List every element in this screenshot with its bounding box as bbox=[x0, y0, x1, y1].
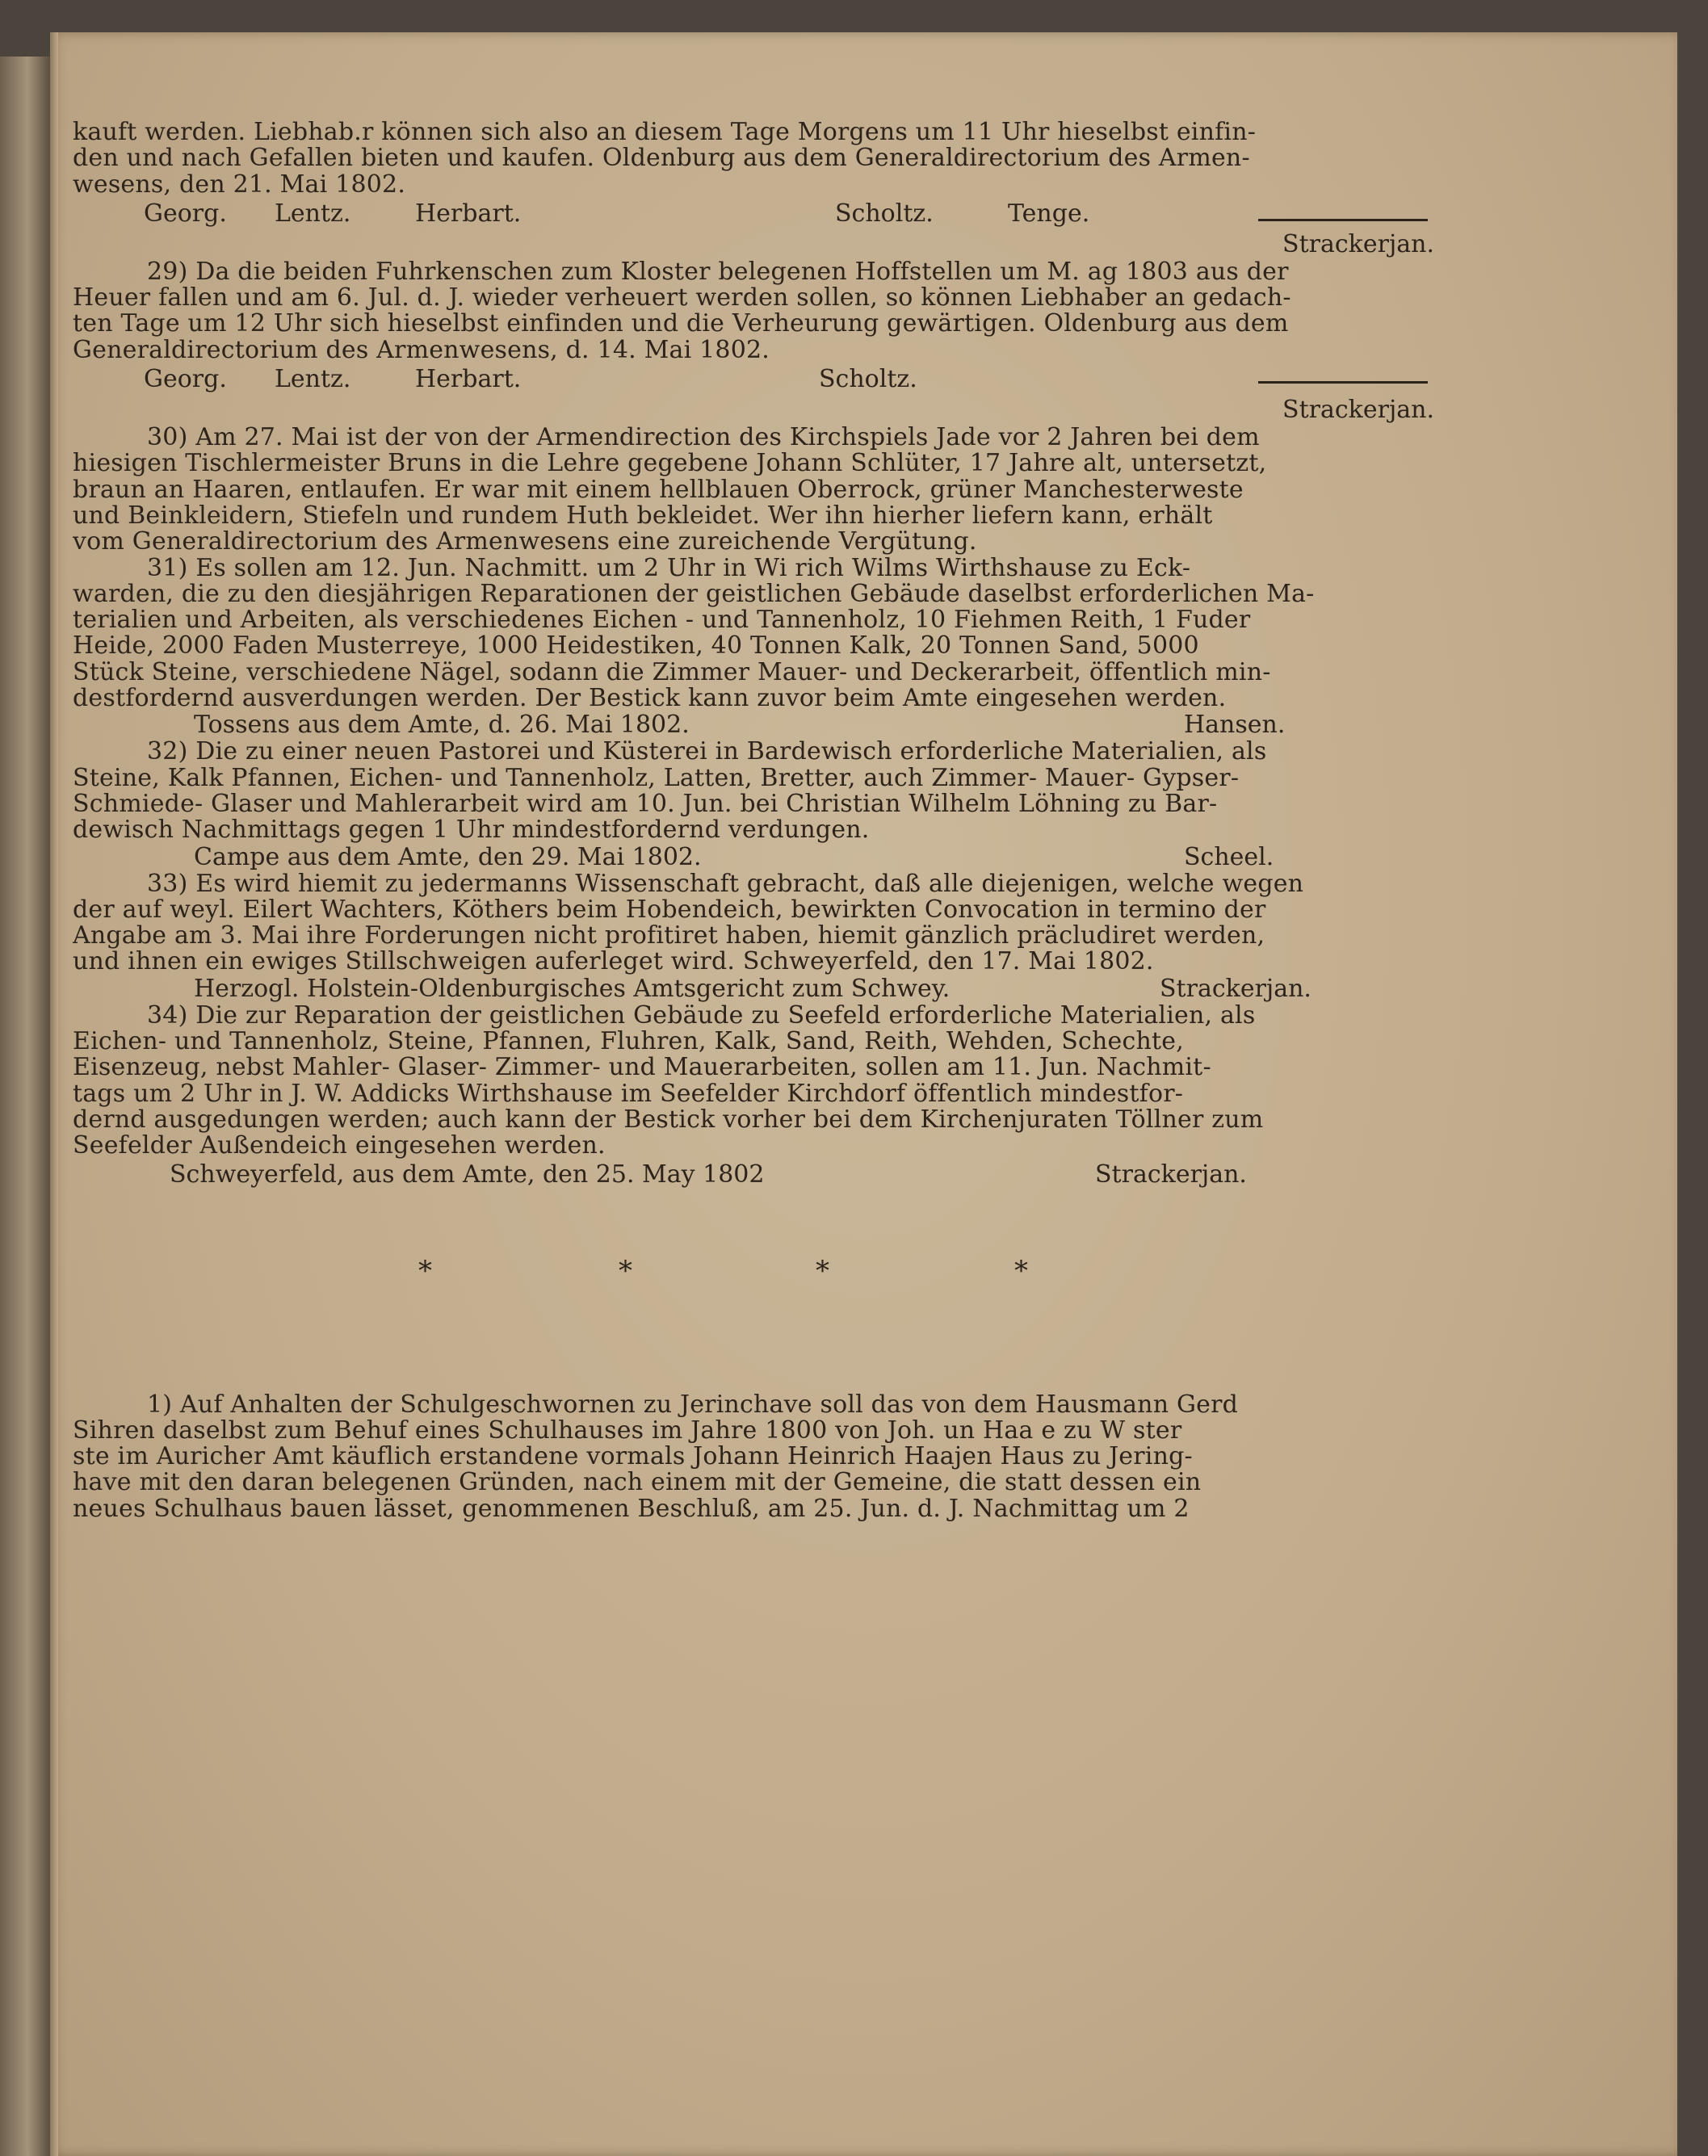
text-line: dewisch Nachmittags gegen 1 Uhr mindestfordernd verdungen. bbox=[73, 817, 870, 844]
text-line: Eisenzeug, nebst Mahler- Glaser- Zimmer- und Mauerarbeiten, sollen am 11. Jun. Nachmit- bbox=[73, 1055, 1211, 1081]
signatory-scholtz: Scholtz. bbox=[835, 199, 934, 228]
star-ornament: * bbox=[619, 1254, 632, 1287]
star-ornament: * bbox=[418, 1254, 432, 1287]
paragraph-30 bbox=[73, 425, 1437, 555]
text-line: der auf weyl. Eilert Wachters, Köthers beim Hobendeich, bewirkten Convocation in termino der bbox=[73, 896, 1266, 924]
text-line: wesens, den 21. Mai 1802. bbox=[73, 171, 406, 198]
text-line: 29) Da die beiden Fuhrkenschen zum Kloster belegenen Hoffstellen um M. ag 1803 aus der bbox=[147, 258, 1289, 286]
previous-page-edge bbox=[0, 57, 50, 2156]
text-line: neues Schulhaus bauen lässet, genommenen Beschluß, am 25. Jun. d. J. Nachmittag um 2 bbox=[73, 1495, 1190, 1522]
place-date: Schweyerfeld, aus dem Amte, den 25. May 1802 bbox=[170, 1160, 765, 1189]
signatory-georg: Georg. bbox=[144, 199, 227, 228]
star-ornament: * bbox=[816, 1254, 829, 1287]
signatory-strackerjan: Strackerjan. bbox=[1282, 229, 1434, 258]
signature-rule bbox=[1258, 381, 1428, 384]
signature-row bbox=[73, 363, 1437, 396]
text-line: ste im Auricher Amt käuflich erstandene vormals Johann Heinrich Haajen Haus zu Jering- bbox=[73, 1444, 1193, 1470]
text-line: und ihnen ein ewiges Stillschweigen auferleget wird. Schweyerfeld, den 17. Mai 1802. bbox=[73, 949, 1154, 975]
text-line: 31) Es sollen am 12. Jun. Nachmitt. um 2 Uhr in Wi rich Wilms Wirthshause zu Eck- bbox=[147, 555, 1191, 581]
signature-row bbox=[73, 1160, 1437, 1190]
page-gutter bbox=[50, 32, 58, 2156]
paragraph-34 bbox=[73, 1003, 1437, 1160]
signature-row bbox=[73, 844, 1437, 871]
text-line: warden, die zu den diesjährigen Reparationen der geistlichen Gebäude daselbst erforderlichen Ma- bbox=[73, 581, 1315, 608]
signatory-georg: Georg. bbox=[144, 365, 227, 394]
paragraph-31 bbox=[73, 556, 1437, 712]
signatory-herbart: Herbart. bbox=[415, 199, 522, 228]
signatory-strackerjan: Strackerjan. bbox=[1095, 1160, 1247, 1189]
text-line: have mit den daran belegenen Gründen, nach einem mit der Gemeine, die statt dessen ein bbox=[73, 1470, 1202, 1496]
text-line: tags um 2 Uhr in J. W. Addicks Wirthshause im Seefelder Kirchdorf öffentlich mindestfor- bbox=[73, 1080, 1184, 1107]
signatory-tenge: Tenge. bbox=[1008, 199, 1090, 228]
signature-row bbox=[73, 975, 1437, 1003]
text-line: Seefelder Außendeich eingesehen werden. bbox=[73, 1133, 606, 1160]
text-line: 34) Die zur Reparation der geistlichen Gebäude zu Seefeld erforderliche Materialien, als bbox=[147, 1002, 1256, 1030]
paragraph-intro bbox=[73, 120, 1437, 198]
signatory-strackerjan: Strackerjan. bbox=[1282, 396, 1434, 425]
text-line: 32) Die zu einer neuen Pastorei und Küsterei in Bardewisch erforderliche Materialien, als bbox=[147, 739, 1267, 766]
text-line: Angabe am 3. Mai ihre Forderungen nicht profitiret haben, hiemit gänzlich präcludiret werden, bbox=[73, 923, 1265, 950]
paragraph-32 bbox=[73, 739, 1437, 843]
text-line: 1) Auf Anhalten der Schulgeschwornen zu Jerinchave soll das von dem Hausmann Gerd bbox=[147, 1391, 1239, 1418]
text-line: kauft werden. Liebhab.r können sich also an diesem Tage Morgens um 11 Uhr hieselbst einfin- bbox=[73, 120, 1257, 146]
text-line: destfordernd ausverdungen werden. Der Bestick kann zuvor beim Amte eingesehen werden. bbox=[73, 686, 1227, 712]
text-line: Sihren daselbst zum Behuf eines Schulhauses im Jahre 1800 von Joh. un Haa e zu W ster bbox=[73, 1417, 1182, 1445]
place-date: Tossens aus dem Amte, d. 26. Mai 1802. bbox=[194, 711, 690, 740]
text-line: 30) Am 27. Mai ist der von der Armendirection des Kirchspiels Jade vor 2 Jahren bei dem bbox=[147, 425, 1260, 451]
signatory-lentz: Lentz. bbox=[275, 365, 351, 394]
text-line: Heide, 2000 Faden Musterreye, 1000 Heidestiken, 40 Tonnen Kalk, 20 Tonnen Sand, 5000 bbox=[73, 633, 1199, 660]
signatory-scheel: Scheel. bbox=[1184, 842, 1274, 871]
section-separator bbox=[73, 1223, 1437, 1344]
signature-row bbox=[73, 198, 1437, 230]
paragraph-33 bbox=[73, 871, 1437, 975]
text-line: 33) Es wird hiemit zu jedermanns Wissenschaft gebracht, daß alle diejenigen, welche wegen bbox=[147, 870, 1304, 897]
text-line: Steine, Kalk Pfannen, Eichen- und Tannenholz, Latten, Bretter, auch Zimmer- Mauer- Gypser- bbox=[73, 765, 1240, 791]
text-line: den und nach Gefallen bieten und kaufen. Oldenburg aus dem Generaldirectorium des Armen- bbox=[73, 145, 1250, 172]
signatory-lentz: Lentz. bbox=[275, 199, 351, 228]
text-line: braun an Haaren, entlaufen. Er war mit einem hellblauen Oberrock, grüner Manchesterweste bbox=[73, 476, 1244, 503]
signatory-strackerjan: Strackerjan. bbox=[1160, 974, 1311, 1003]
signature-rule bbox=[1258, 219, 1428, 221]
signature-row bbox=[73, 711, 1437, 739]
star-ornament: * bbox=[1014, 1254, 1028, 1287]
text-line: Stück Steine, verschiedene Nägel, sodann die Zimmer Mauer- und Deckerarbeit, öffentlich min- bbox=[73, 659, 1271, 686]
text-line: Eichen- und Tannenholz, Steine, Pfannen, Fluhren, Kalk, Sand, Reith, Wehden, Schechte, bbox=[73, 1029, 1184, 1055]
text-line: Generaldirectorium des Armenwesens, d. 14. Mai 1802. bbox=[73, 337, 770, 364]
paragraph-b1 bbox=[73, 1392, 1437, 1522]
text-line: Schmiede- Glaser und Mahlerarbeit wird am 10. Jun. bei Christian Wilhelm Löhning zu Bar- bbox=[73, 791, 1218, 818]
text-line: dernd ausgedungen werden; auch kann der Bestick vorher bei dem Kirchenjuraten Töllner zum bbox=[73, 1106, 1264, 1134]
issuing-court: Herzogl. Holstein-Oldenburgisches Amtsgericht zum Schwey. bbox=[194, 974, 951, 1003]
text-line: vom Generaldirectorium des Armenwesens eine zureichende Vergütung. bbox=[73, 529, 977, 556]
signatory-herbart: Herbart. bbox=[415, 365, 522, 394]
text-line: Heuer fallen und am 6. Jul. d. J. wieder verheuert werden sollen, so können Liebhaber an gedach- bbox=[73, 285, 1291, 312]
text-line: und Beinkleidern, Stiefeln und rundem Huth bekleidet. Wer ihn hierher liefern kann, erhält bbox=[73, 502, 1213, 530]
page-text bbox=[73, 120, 1437, 1522]
text-line: terialien und Arbeiten, als verschiedenes Eichen - und Tannenholz, 10 Fiehmen Reith, 1 Fuder bbox=[73, 607, 1251, 634]
signatory-hansen: Hansen. bbox=[1184, 711, 1286, 740]
text-line: hiesigen Tischlermeister Bruns in die Lehre gegebene Johann Schlüter, 17 Jahre alt, untersetzt, bbox=[73, 451, 1267, 477]
place-date: Campe aus dem Amte, den 29. Mai 1802. bbox=[194, 842, 702, 871]
text-line: ten Tage um 12 Uhr sich hieselbst einfinden und die Verheurung gewärtigen. Oldenburg aus dem bbox=[73, 311, 1289, 338]
paragraph-29 bbox=[73, 259, 1437, 363]
signatory-scholtz: Scholtz. bbox=[819, 365, 917, 394]
